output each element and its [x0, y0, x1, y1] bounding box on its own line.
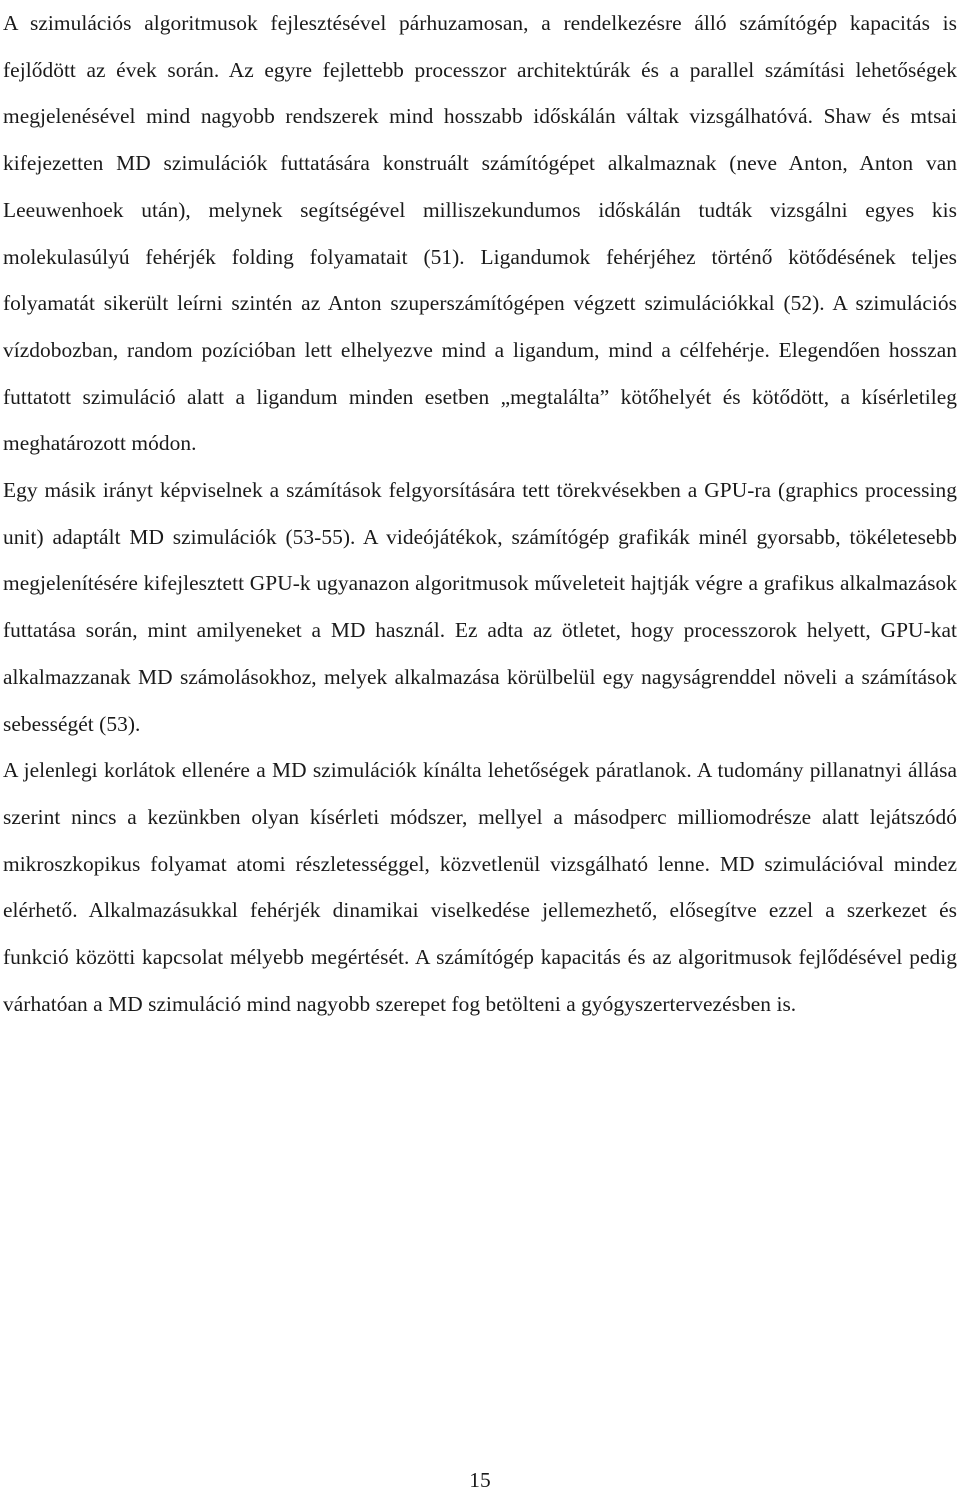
paragraph-gpu-md: Egy másik irányt képviselnek a számítások felgyorsítására tett törekvésekben a GPU-ra (graphics processing unit) adaptált MD szimulációk (53-55). A videójátékok, számítógép grafikák minél gyorsabb, tökéletesebb megjelenítésére kifejlesztett GPU-k ugyanazon algoritmusok műveleteit hajtják végre a grafikus alkalmazások futtatása során, mint amilyeneket a MD használ. Ez adta az ötletet, hogy processzorok helyett, GPU-kat alkalmazzanak MD számolásokhoz, melyek alkalmazása körülbelül egy nagyságrenddel növeli a számítások sebességét (53). [3, 478, 957, 736]
paragraph-md-outlook: A jelenlegi korlátok ellenére a MD szimulációk kínálta lehetőségek páratlanok. A tudomány pillanatnyi állása szerint nincs a kezünkben olyan kísérleti módszer, mellyel a másodperc milliomodrésze alatt lejátszódó mikroszkopikus folyamat atomi részletességgel, közvetlenül vizsgálható lenne. MD szimulációval mindez elérhető. Alkalmazásukkal fehérjék dinamikai viselkedése jellemezhető, elősegítve ezzel a szerkezet és funkció közötti kapcsolat mélyebb megértését. A számítógép kapacitás és az algoritmusok fejlődésével pedig várhatóan a MD szimuláció mind nagyobb szerepet fog betölteni a gyógyszertervezésben is. [3, 758, 957, 1016]
paragraph-simulation-hardware: A szimulációs algoritmusok fejlesztésével párhuzamosan, a rendelkezésre álló számítógép kapacitás is fejlődött az évek során. Az egyre fejlettebb processzor architektúrák és a parallel számítási lehetőségek megjelenésével mind nagyobb rendszerek mind hosszabb időskálán váltak vizsgálhatóvá. Shaw és mtsai kifejezetten MD szimulációk futtatására konstruált számítógépet alkalmaznak (neve Anton, Anton van Leeuwenhoek után), melynek segítségével milliszekundumos időskálán tudták vizsgálni egyes kis molekulasúlyú fehérjék folding folyamatait (51). Ligandumok fehérjéhez történő kötődésének teljes folyamatát sikerült leírni szintén az Anton szuperszámítógépen végzett szimulációkkal (52). A szimulációs vízdobozban, random pozícióban lett elhelyezve mind a ligandum, mind a célfehérje. Elegendően hosszan futtatott szimuláció alatt a ligandum minden esetben „megtalálta” kötőhelyét és kötődött, a kísérletileg meghatározott módon. [3, 11, 957, 456]
page-number: 15 [469, 1468, 491, 1492]
document-page [3, 0, 957, 1505]
body-text [3, 0, 957, 1027]
